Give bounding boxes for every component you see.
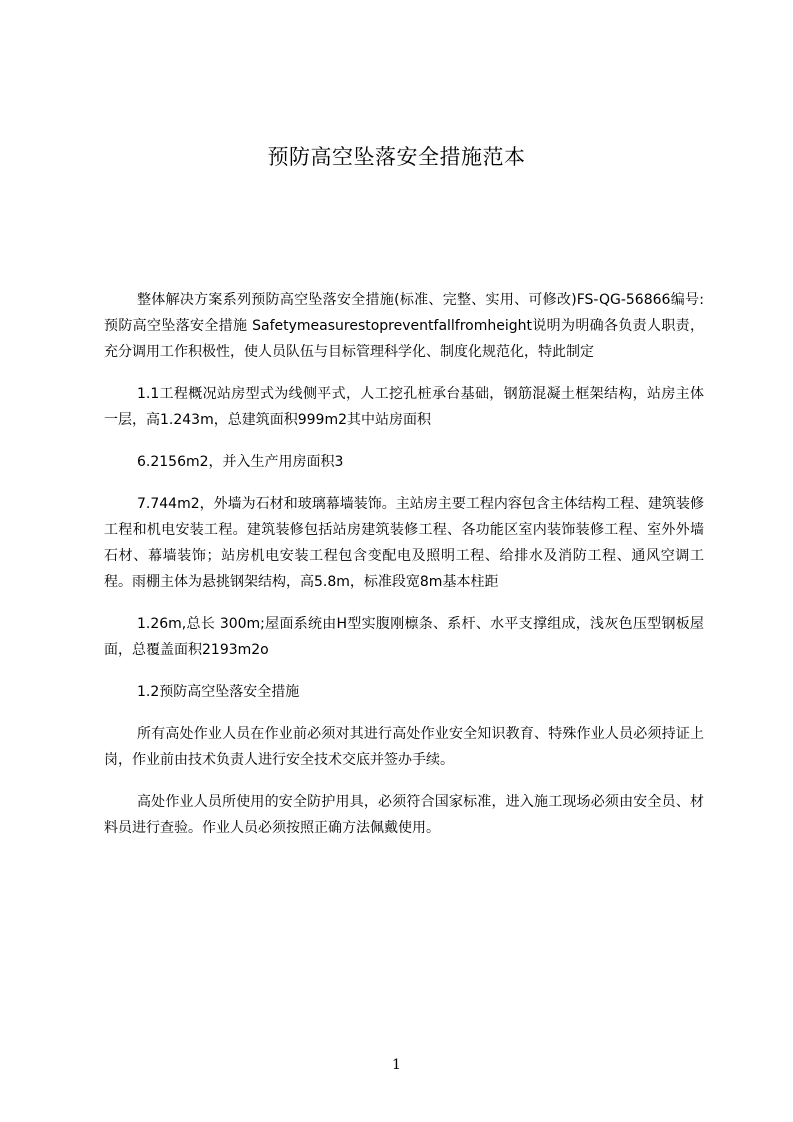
paragraph-roof-system: 1.26m,总长 300m;屋面系统由H型实腹刚檩条、系杆、水平支撑组成，浅灰色压型钢板屋面，总覆盖面积2193m2o: [104, 616, 704, 658]
paragraph-safety-training: 所有高处作业人员在作业前必须对其进行高处作业安全知识教育、特殊作业人员必须持证上岗，作业前由技术负责人进行安全技术交底并签办手续。: [104, 726, 704, 768]
paragraph-construction-content: 7.744m2，外墙为石材和玻璃幕墙装饰。主站房主要工程内容包含主体结构工程、建筑装修工程和机电安装工程。建筑装修包括站房建筑装修工程、各功能区室内装饰装修工程、室外外墙石材、幕墙装饰；站房机电安装工程包含变配电及照明工程、给排水及消防工程、通风空调工程。雨棚主体为悬挑钢架结构，高5.8m，标准段宽8m基本柱距: [104, 496, 704, 590]
paragraph-intro: 整体解决方案系列预防高空坠落安全措施(标准、完整、实用、可修改)FS-QG-56866编号:预防高空坠落安全措施 Safetymeasurestopreventfallfromheight说明为明确各负责人职责，充分调用工作积极性，使人员队伍与目标管理科学化、制度化规范化，特此制定: [104, 292, 704, 360]
paragraph-protective-equipment: 高处作业人员所使用的安全防护用具，必须符合国家标准，进入施工现场必须由安全员、材料员进行查验。作业人员必须按照正确方法佩戴使用。: [104, 794, 704, 836]
document-body: [104, 287, 704, 841]
paragraph-area: 6.2156m2，并入生产用房面积3: [137, 454, 344, 470]
paragraph-project-overview: 1.1工程概况站房型式为线侧平式，人工挖孔桩承台基础，钢筋混凝土框架结构，站房主体一层，高1.243m，总建筑面积999m2其中站房面积: [104, 386, 704, 428]
section-heading-fall-prevention: 1.2预防高空坠落安全措施: [137, 684, 300, 700]
document-title: 预防高空坠落安全措施范本: [267, 145, 526, 169]
page-number: 1: [392, 1057, 401, 1073]
